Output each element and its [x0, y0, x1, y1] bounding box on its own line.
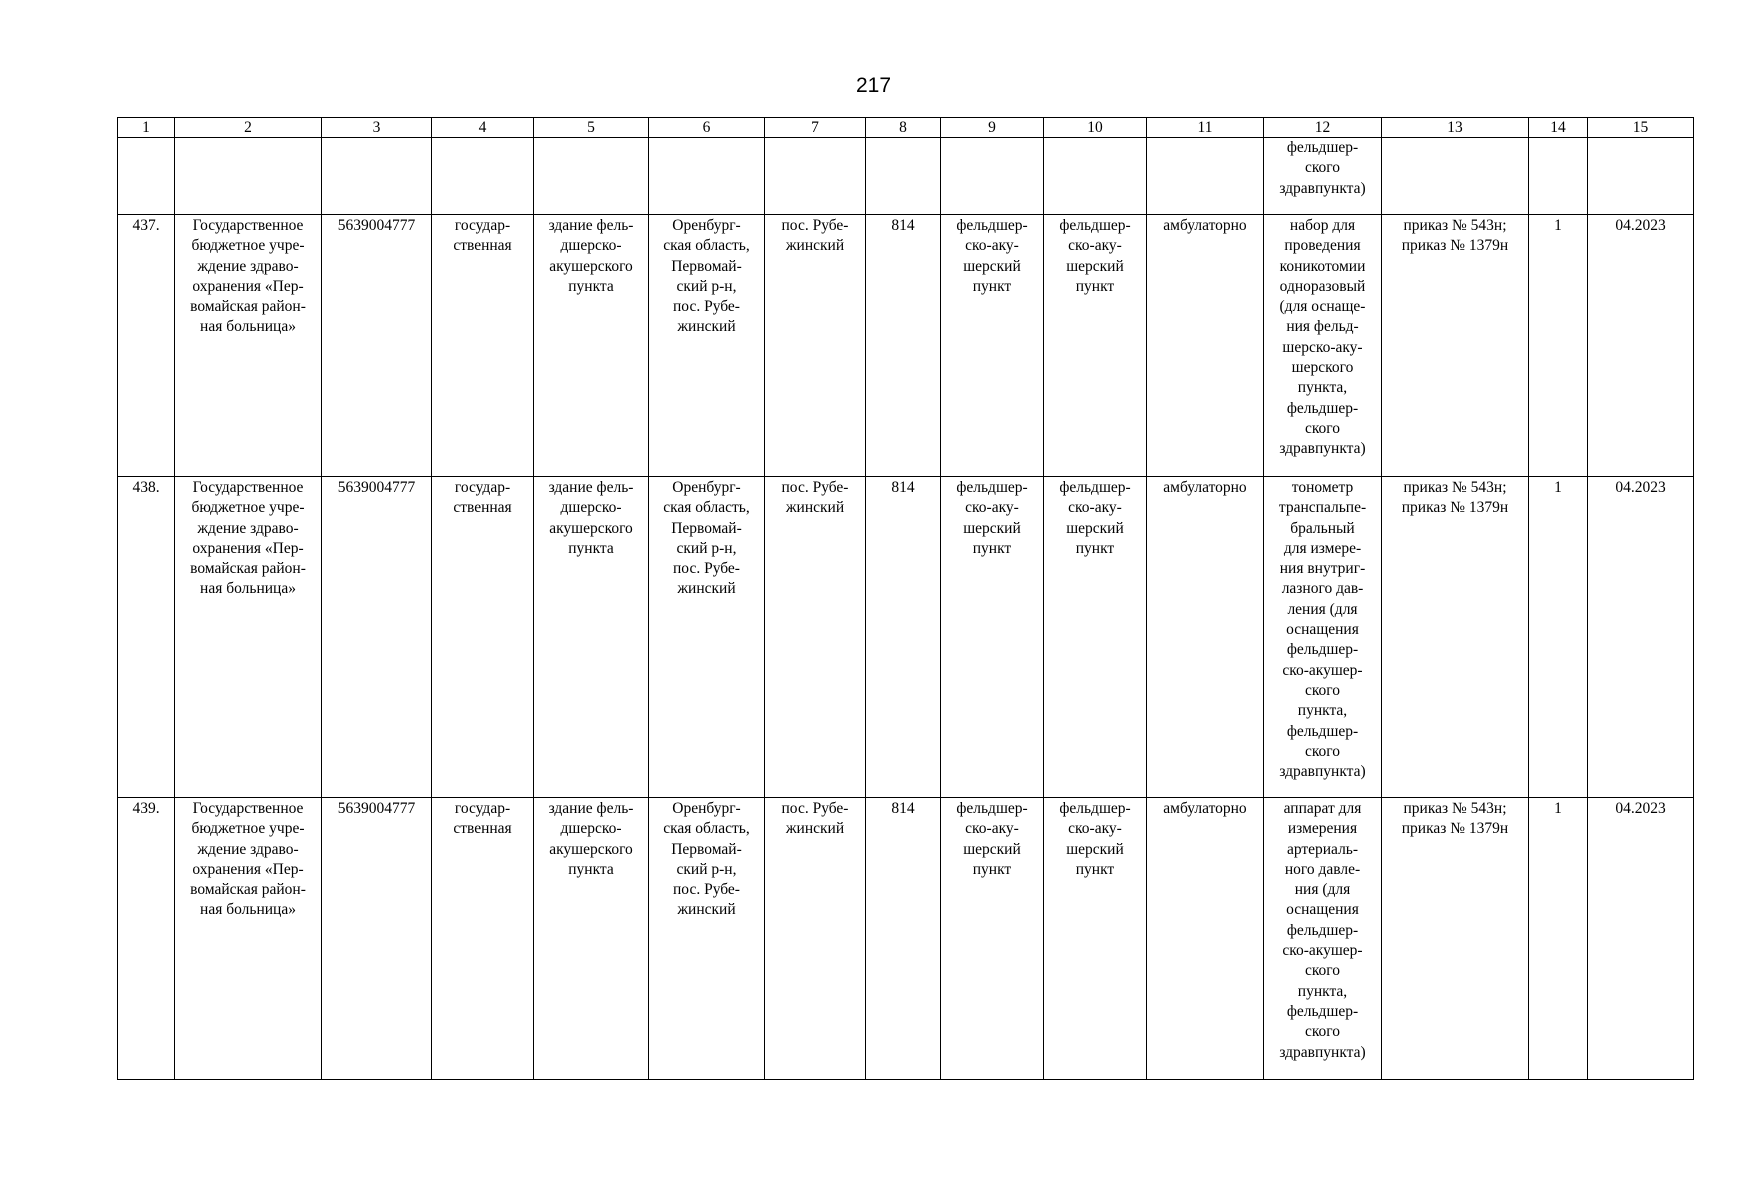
care-type-cell: амбулаторно [1147, 477, 1264, 798]
text-line: измерения [1287, 820, 1358, 838]
column-number: 15 [1588, 118, 1694, 138]
text-line: фельдшер- [1286, 722, 1359, 740]
text-line: ский р-н, [676, 277, 737, 295]
row-number-cell: 438. [118, 477, 175, 798]
column-number: 14 [1529, 118, 1588, 138]
text-line: жинский [785, 499, 845, 517]
text-line: (для оснаще- [1279, 298, 1366, 316]
text-line: пункта, [1297, 982, 1348, 1000]
text-line: пункта, [1297, 702, 1348, 720]
text-line: Оренбург- [672, 217, 741, 234]
column-number: 6 [649, 118, 765, 138]
text-line: Государственное [192, 800, 304, 817]
table-row [118, 798, 1694, 1080]
column-number: 11 [1147, 118, 1264, 138]
population-cell: 814 [866, 477, 941, 798]
column-number: 8 [866, 118, 941, 138]
text-line: ского [1304, 419, 1341, 437]
text-line: коникотомии [1279, 257, 1366, 275]
text-line: ская область, [663, 820, 750, 838]
text-line: фельдшер- [1059, 800, 1131, 817]
text-line: Первомай- [671, 257, 742, 275]
population-cell: 814 [866, 215, 941, 477]
continuation-row [118, 138, 1694, 215]
text-line: ская область, [663, 499, 750, 517]
text-line: ния внутриг- [1279, 560, 1366, 578]
text-line: жинский [677, 318, 736, 336]
text-line: приказ № 1379н [1401, 820, 1509, 838]
facility-type-cell [941, 215, 1044, 477]
text-line: пункт [972, 539, 1012, 557]
empty-cell [1147, 138, 1264, 215]
text-line: бральный [1290, 519, 1355, 537]
text-line: пункт [972, 860, 1012, 878]
empty-cell [175, 138, 322, 215]
text-line: государ- [454, 479, 511, 496]
text-line: приказ № 543н; [1403, 479, 1507, 496]
text-line: охранения «Пер- [192, 539, 304, 557]
text-line: фельдшер- [1286, 641, 1359, 659]
text-line: ния фельд- [1286, 318, 1359, 336]
quantity-cell: 1 [1529, 215, 1588, 477]
text-line: пункта, [1297, 379, 1348, 397]
row-number-cell: 437. [118, 215, 175, 477]
settlement-cell [765, 477, 866, 798]
text-line: проведения [1284, 237, 1361, 255]
text-line: шерский [1066, 840, 1124, 858]
text-line: Оренбург- [672, 800, 741, 817]
address-cell [649, 798, 765, 1080]
text-line: ско-аку- [1068, 237, 1122, 255]
text-line: дшерско- [560, 237, 622, 255]
text-line: ско-акушер- [1282, 661, 1363, 679]
column-number: 13 [1382, 118, 1529, 138]
text-line: фельдшер- [956, 217, 1028, 234]
text-line: Первомай- [671, 840, 742, 858]
text-line: ский р-н, [676, 860, 737, 878]
text-line: шерский [1066, 257, 1124, 275]
text-line: ского [1304, 1023, 1341, 1041]
text-line: жинский [677, 580, 736, 598]
facility-type-cell [1044, 798, 1147, 1080]
empty-cell [941, 138, 1044, 215]
text-line: пос. Рубе- [781, 217, 849, 234]
text-line: пункта [568, 860, 614, 878]
text-line: лазного дав- [1281, 580, 1364, 598]
empty-cell [1588, 138, 1694, 215]
text-line: пос. Рубе- [781, 800, 849, 817]
text-line: фельдшер- [1059, 217, 1131, 234]
empty-cell [649, 138, 765, 215]
text-line: пункт [1075, 539, 1115, 557]
text-line: ско-аку- [965, 820, 1019, 838]
text-line: ная больница» [200, 318, 296, 336]
empty-cell [118, 138, 175, 215]
empty-cell [432, 138, 534, 215]
building-cell [534, 798, 649, 1080]
text-line: ления (для [1287, 600, 1358, 618]
column-number-row [118, 118, 1694, 138]
inn-cell: 5639004777 [322, 477, 432, 798]
column-number: 9 [941, 118, 1044, 138]
building-cell [534, 215, 649, 477]
order-cell [1382, 798, 1529, 1080]
empty-cell [534, 138, 649, 215]
column-number: 10 [1044, 118, 1147, 138]
text-line: фельдшер- [1286, 921, 1359, 939]
text-line: здравпункта) [1279, 763, 1366, 781]
text-line: приказ № 1379н [1401, 237, 1509, 255]
equipment-continuation-cell [1264, 138, 1382, 215]
text-line: здравпункта) [1279, 1043, 1366, 1061]
text-line: одноразовый [1279, 277, 1366, 295]
text-line: артериаль- [1286, 840, 1359, 858]
text-line: ский р-н, [676, 539, 737, 557]
care-type-cell: амбулаторно [1147, 798, 1264, 1080]
text-line: набор для [1289, 217, 1356, 234]
text-line: здравпункта) [1279, 440, 1366, 458]
text-line: ния (для [1294, 881, 1351, 899]
text-line: пункт [1075, 860, 1115, 878]
date-cell: 04.2023 [1588, 477, 1694, 798]
text-line: государ- [454, 800, 511, 817]
column-number: 2 [175, 118, 322, 138]
organization-cell [175, 215, 322, 477]
care-type-cell: амбулаторно [1147, 215, 1264, 477]
text-line: Первомай- [671, 519, 742, 537]
date-cell: 04.2023 [1588, 215, 1694, 477]
text-line: для измере- [1283, 539, 1362, 557]
text-line: бюджетное учре- [191, 237, 305, 255]
text-line: здание фель- [548, 800, 634, 817]
order-cell [1382, 477, 1529, 798]
text-line: вомайская район- [190, 560, 306, 578]
data-table [117, 117, 1694, 1080]
text-line: ная больница» [200, 901, 296, 919]
text-line: ждение здраво- [197, 519, 299, 537]
text-line: шерский [1066, 519, 1124, 537]
text-line: бюджетное учре- [191, 820, 305, 838]
text-line: фельдшер- [1286, 399, 1359, 417]
facility-type-cell [941, 798, 1044, 1080]
facility-type-cell [941, 477, 1044, 798]
empty-cell [1044, 138, 1147, 215]
text-line: пункта [568, 277, 614, 295]
text-line: шерский [963, 840, 1021, 858]
text-line: акушерского [549, 257, 633, 275]
column-number: 7 [765, 118, 866, 138]
empty-cell [765, 138, 866, 215]
text-line: акушерского [549, 840, 633, 858]
text-line: ждение здраво- [197, 840, 299, 858]
text-line: жинский [785, 237, 845, 255]
text-line: транспальпе- [1278, 499, 1367, 517]
column-number: 3 [322, 118, 432, 138]
text-line: ско-аку- [965, 237, 1019, 255]
text-line: фельдшер- [1286, 139, 1359, 156]
text-line: бюджетное учре- [191, 499, 305, 517]
text-line: пос. Рубе- [673, 881, 740, 899]
text-line: охранения «Пер- [192, 277, 304, 295]
text-line: ско-аку- [1068, 499, 1122, 517]
ownership-cell [432, 215, 534, 477]
equipment-cell [1264, 215, 1382, 477]
quantity-cell: 1 [1529, 798, 1588, 1080]
text-line: шерско-аку- [1282, 338, 1363, 356]
text-line: ско-аку- [1068, 820, 1122, 838]
text-line: пункт [1075, 277, 1115, 295]
text-line: Государственное [192, 479, 304, 496]
text-line: дшерско- [560, 820, 622, 838]
text-line: здравпункта) [1279, 179, 1366, 197]
text-line: охранения «Пер- [192, 860, 304, 878]
row-number-cell: 439. [118, 798, 175, 1080]
text-line: аппарат для [1283, 800, 1362, 817]
text-line: шерского [1291, 359, 1354, 377]
text-line: шерский [963, 519, 1021, 537]
text-line: пос. Рубе- [673, 298, 740, 316]
text-line: фельдшер- [1059, 479, 1131, 496]
text-line: жинский [677, 901, 736, 919]
text-line: вомайская район- [190, 298, 306, 316]
address-cell [649, 215, 765, 477]
text-line: ная больница» [200, 580, 296, 598]
text-line: ского [1304, 681, 1341, 699]
ownership-cell [432, 477, 534, 798]
equipment-cell [1264, 798, 1382, 1080]
text-line: жинский [785, 820, 845, 838]
text-line: ного давле- [1284, 860, 1361, 878]
text-line: приказ № 1379н [1401, 499, 1509, 517]
text-line: ского [1304, 742, 1341, 760]
inn-cell: 5639004777 [322, 215, 432, 477]
date-cell: 04.2023 [1588, 798, 1694, 1080]
text-line: дшерско- [560, 499, 622, 517]
table-row [118, 477, 1694, 798]
equipment-cell [1264, 477, 1382, 798]
organization-cell [175, 798, 322, 1080]
column-number: 1 [118, 118, 175, 138]
text-line: оснащения [1286, 901, 1359, 919]
empty-cell [1529, 138, 1588, 215]
text-line: тонометр [1291, 479, 1354, 496]
text-line: государ- [454, 217, 511, 234]
facility-type-cell [1044, 215, 1147, 477]
population-cell: 814 [866, 798, 941, 1080]
empty-cell [866, 138, 941, 215]
quantity-cell: 1 [1529, 477, 1588, 798]
text-line: ско-аку- [965, 499, 1019, 517]
organization-cell [175, 477, 322, 798]
inn-cell: 5639004777 [322, 798, 432, 1080]
text-line: ственная [453, 499, 512, 517]
table-row [118, 215, 1694, 477]
text-line: приказ № 543н; [1403, 217, 1507, 234]
facility-type-cell [1044, 477, 1147, 798]
text-line: здание фель- [548, 479, 634, 496]
column-number: 12 [1264, 118, 1382, 138]
text-line: оснащения [1286, 621, 1359, 639]
empty-cell [322, 138, 432, 215]
text-line: ского [1304, 159, 1341, 177]
text-line: пос. Рубе- [781, 479, 849, 496]
settlement-cell [765, 798, 866, 1080]
column-number: 4 [432, 118, 534, 138]
text-line: ждение здраво- [197, 257, 299, 275]
ownership-cell [432, 798, 534, 1080]
page-number: 217 [855, 74, 892, 97]
text-line: ского [1304, 962, 1341, 980]
text-line: ская область, [663, 237, 750, 255]
text-line: фельдшер- [956, 479, 1028, 496]
text-line: ственная [453, 820, 512, 838]
text-line: Оренбург- [672, 479, 741, 496]
text-line: вомайская район- [190, 881, 306, 899]
text-line: фельдшер- [1286, 1002, 1359, 1020]
text-line: пункт [972, 277, 1012, 295]
text-line: Государственное [192, 217, 304, 234]
building-cell [534, 477, 649, 798]
order-cell [1382, 215, 1529, 477]
column-number: 5 [534, 118, 649, 138]
text-line: пос. Рубе- [673, 560, 740, 578]
text-line: ско-акушер- [1282, 942, 1363, 960]
text-line: приказ № 543н; [1403, 800, 1507, 817]
text-line: шерский [963, 257, 1021, 275]
empty-cell [1382, 138, 1529, 215]
text-line: ственная [453, 237, 512, 255]
text-line: акушерского [549, 519, 633, 537]
text-line: пункта [568, 539, 614, 557]
text-line: здание фель- [548, 217, 634, 234]
text-line: фельдшер- [956, 800, 1028, 817]
address-cell [649, 477, 765, 798]
settlement-cell [765, 215, 866, 477]
